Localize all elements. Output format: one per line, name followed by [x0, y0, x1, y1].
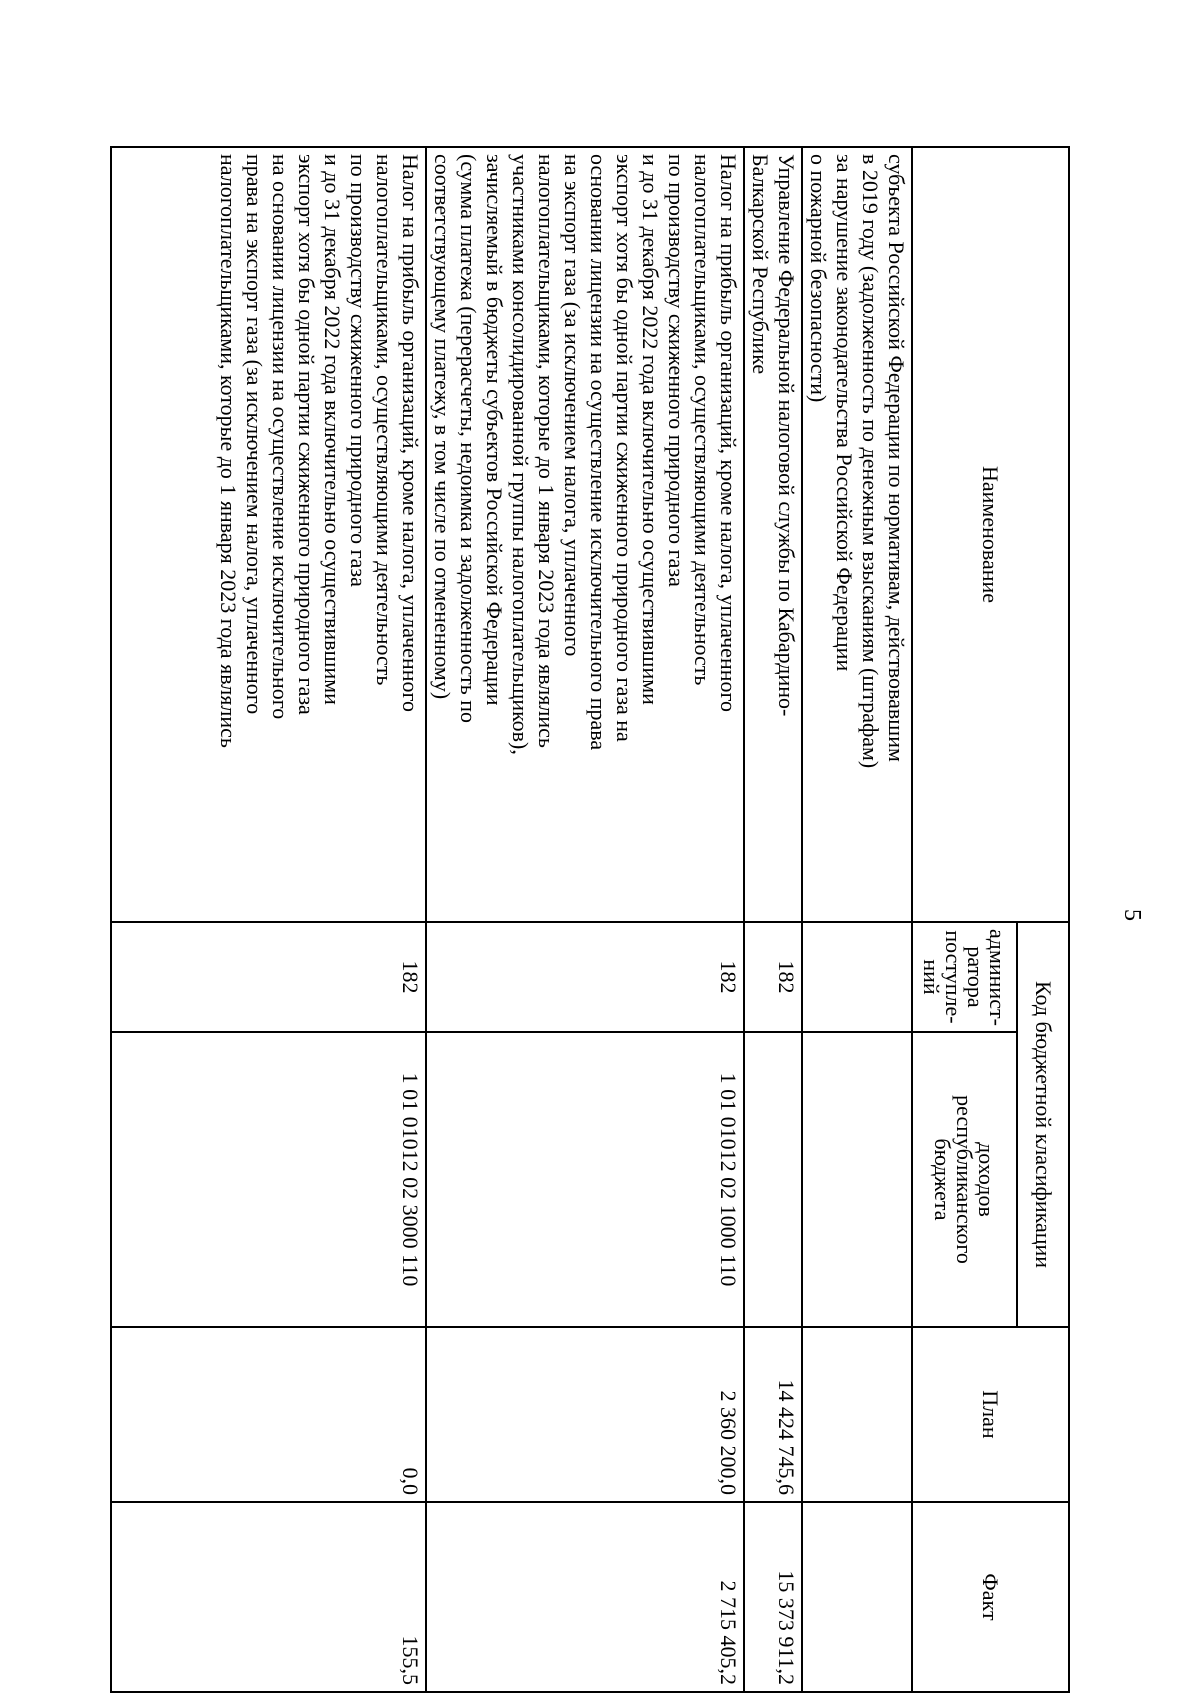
row-plan	[802, 1327, 912, 1502]
row-name: Управление Федеральной налоговой службы по Кабардино- Балкарской Республике	[744, 147, 802, 922]
table-row	[802, 147, 912, 1692]
row-name: Налог на прибыль организаций, кроме налога, уплаченного налогоплательщиками, осуществляющими деятельность по производству сжиженного природного газа и до 31 декабря 2022 года включительно осуществившими экспорт хотя бы одной партии сжиженного природного газа на основании лицензии на осуществление исключительного права на экспорт газа (за исключением налога, уплаченного налогоплательщиками, которые до 1 января 2023 года являлись	[111, 147, 426, 922]
row-admin-code: 182	[426, 922, 744, 1032]
column-header-code-group: Код бюджетной класификации	[1017, 922, 1069, 1327]
row-admin-code: 182	[111, 922, 426, 1032]
row-fact: 2 715 405,2	[426, 1502, 744, 1692]
header-row-1	[1017, 147, 1069, 1692]
column-header-name: Наименование	[912, 147, 1069, 922]
row-name: Налог на прибыль организаций, кроме налога, уплаченного налогоплательщиками, осуществляющими деятельность по производству сжиженного природного газа и до 31 декабря 2022 года включительно осуществившими экспорт хотя бы одной партии сжиженного природного газа на основании лицензии на осуществление исключительного права на экспорт газа (за исключением налога, уплаченного налогоплательщиками, которые до 1 января 2023 года являлись участниками консолидированной группы налогоплательщиков), зачисляемый в бюджеты субъектов Российской Федерации (сумма платежа (перерасчеты, недоимка и задолженность по соответствующему платежу, в том числе по отмененному)	[426, 147, 744, 922]
column-header-admin: админист- ратора поступле- ний	[912, 922, 1017, 1032]
row-fact: 155,5	[111, 1502, 426, 1692]
row-income-code: 1 01 01012 02 1000 110	[426, 1032, 744, 1327]
row-plan: 14 424 745,6	[744, 1327, 802, 1502]
row-admin-code: 182	[744, 922, 802, 1032]
row-income-code	[744, 1032, 802, 1327]
column-header-income: доходов республиканского бюджета	[912, 1032, 1017, 1327]
row-plan: 2 360 200,0	[426, 1327, 744, 1502]
page-number: 5	[1119, 909, 1145, 921]
row-income-code	[802, 1032, 912, 1327]
row-fact: 15 373 911,2	[744, 1502, 802, 1692]
column-header-fact: Факт	[912, 1502, 1069, 1692]
row-fact	[802, 1502, 912, 1692]
row-name: субъекта Российской Федерации по нормативам, действовавшим в 2019 году (задолженность по денежным взысканиям (штрафам) за нарушение законодательства Российской Федерации о пожарной безопасности)	[802, 147, 912, 922]
rotated-sheet	[110, 146, 1070, 1691]
table-row	[111, 147, 426, 1692]
table-row	[426, 147, 744, 1692]
column-header-plan: План	[912, 1327, 1069, 1502]
row-income-code: 1 01 01012 02 3000 110	[111, 1032, 426, 1327]
table-row	[744, 147, 802, 1692]
row-admin-code	[802, 922, 912, 1032]
budget-income-table	[110, 146, 1070, 1693]
row-plan: 0,0	[111, 1327, 426, 1502]
